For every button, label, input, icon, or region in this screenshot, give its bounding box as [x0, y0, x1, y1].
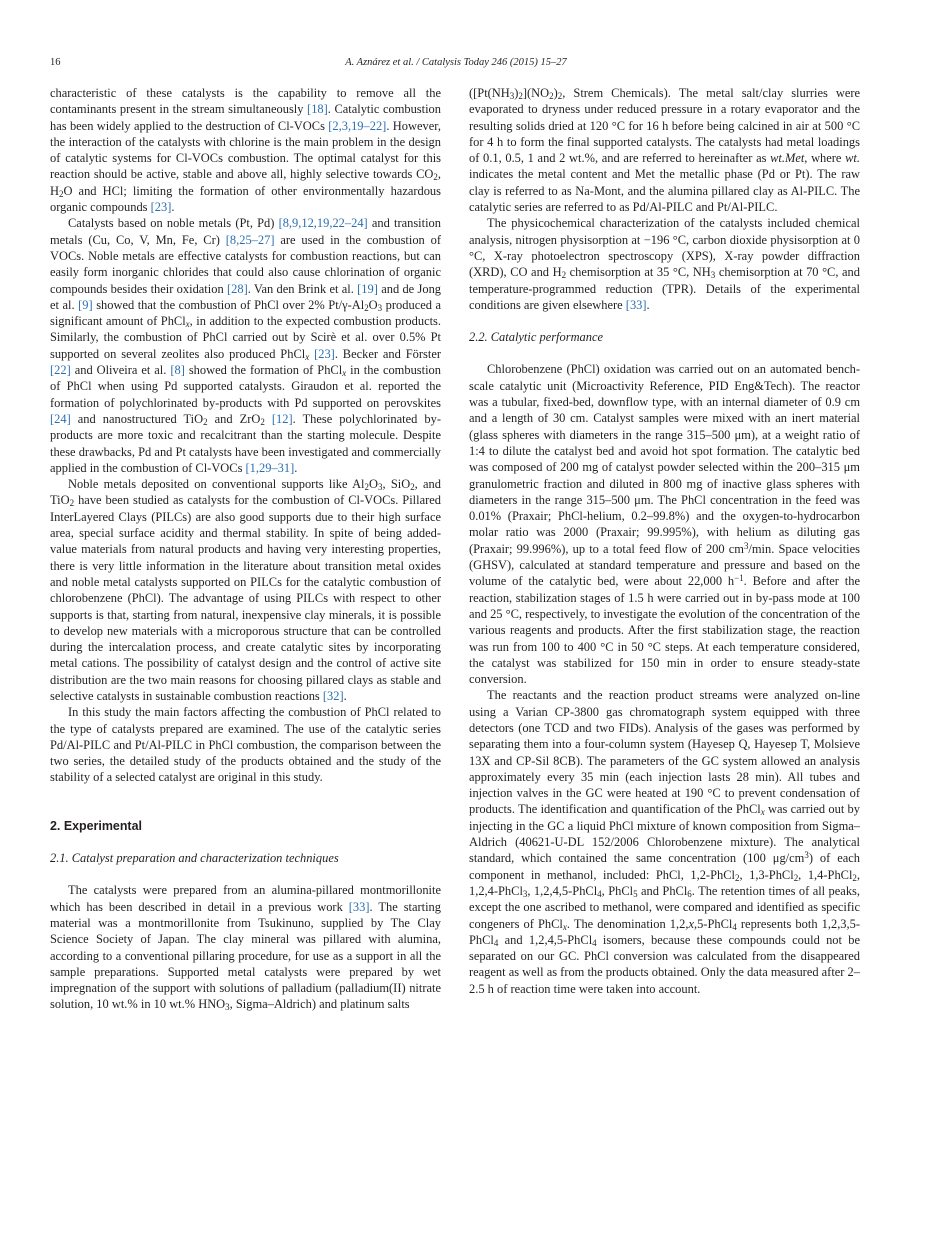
citation-link[interactable]: [8,9,12,19,22–24]	[278, 216, 368, 231]
subsection-heading: 2.1. Catalyst preparation and characterization techniques	[50, 851, 339, 866]
paragraph: In this study the main factors affecting the combustion of PhCl related to the type of catalysts prepared are examined. The use of the catalytic series Pd/Al-PILC and Pt/Al-PILC in PhCl combustion, the comparison between the two series, the detailed study of the products obtained and the study of the stability of a selected catalyst are original in this study.	[50, 705, 441, 785]
subsection-heading: 2.2. Catalytic performance	[469, 330, 604, 345]
spacer	[50, 866, 441, 882]
spacer	[469, 313, 860, 329]
running-head: A. Aznárez et al. / Catalysis Today 246 (2015) 15–27	[345, 57, 567, 68]
citation-link[interactable]: [1,29–31]	[245, 460, 295, 475]
paragraph: Catalysts based on noble metals (Pt, Pd) [8,9,12,19,22–24] and transition metals (Cu, Co, V, Mn, Fe, Cr) [8,25–27] are used in the combustion of VOCs. Noble metals are effective catalysts for combustion reactions, but can easily form inorganic chlorides that could also cause chlorination of organic compounds besides their oxidation [28]. Van den Brink et al. [19] and de Jong et al. [9] showed that the combustion of PhCl over 2% $Pt/\gamma-Al_2O_3$ produced a significant amount of PhCl$_x$, in addition to the expected combustion products. Similarly, the combustion of PhCl carried out by Scirè et al. over 0.5% Pt supported on several zeolites also produced PhCl$_x$ [23]. Becker and Förster [22] and Oliveira et al. [8] showed the formation of PhCl$_x$ in the combustion of PhCl when using Pd supported catalysts. Giraudon et al. reported the formation of polychlorinated by-products with Pd supported on perovskites [24] and nanostructured TiO$_2$ and ZrO$_2$ [12]. These polychlorinated by-products are more toxic and recalcitrant than the starting molecule. Despite these drawbacks, Pd and Pt catalysts have been investigated and commercially applied in the combustion of Cl-VOCs [1,29–31].	[50, 216, 442, 475]
citation-link[interactable]: [19]	[357, 281, 378, 296]
spacer	[469, 345, 860, 361]
citation-link[interactable]: [8,25–27]	[225, 232, 275, 247]
page-header	[50, 55, 862, 71]
citation-link[interactable]: [2,3,19–22]	[328, 118, 387, 133]
paragraph: Noble metals deposited on conventional supports like $Al_2O_3$, SiO$_2$, and TiO$_2$ have been studied as catalysts for the combustion of Cl-VOCs. Pillared InterLayered Clays (PILCs) are also good supports due to their high surface area, special surface acidity and thermal stability. In spite of being added-value materials from natural products and having very interesting properties, there is very little information in the literature about transition metal oxides and noble metal catalysts supported on PILCs for the catalytic combustion of chlorobenzene (PhCl). The advantage of using PILCs with respect to other supports is that, starting from natural, inexpensive clay minerals, it is possible to develop new materials with a microporous structure that can be controlled during the intercalation process, and create catalytic sites by incorporating metal cations. The possibility of catalyst design and the control of active site distribution are the two main reasons for choosing pillared clays as stable and selective catalysts in sustainable combustion reactions [32].	[50, 477, 441, 703]
citation-link[interactable]: [32]	[322, 688, 344, 703]
paragraph: The physicochemical characterization of the catalysts included chemical analysis, nitrogen physisorption at −196 °C, carbon dioxide physisorption at 0 °C, X-ray photoelectron spectroscopy (XPS), X-ray powder diffraction (XRD), CO and $H_2$ chemisorption at 35 °C, $NH_3$ chemisorption at 70 °C, and temperature-programmed reduction (TPR). Details of the experimental conditions are given elsewhere [33].	[469, 216, 860, 312]
citation-link[interactable]: [12]	[271, 411, 293, 426]
page-number: 16	[50, 57, 61, 68]
citation-link[interactable]: [23]	[314, 346, 335, 361]
section-heading: 2. Experimental	[50, 818, 142, 833]
citation-link[interactable]: [22]	[50, 363, 71, 378]
paragraph: ($[Pt(NH_3)_2](NO_2)_2$, Strem Chemicals). The metal salt/clay slurries were evaporated to dryness under reduced pressure in a rotary evaporator and the resulting solids dried at 120 °C for 16 h before being calcined in air at 500 °C for 4 h to form the final supported catalysts. The catalysts had metal loadings of 0.1, 0.5, 1 and 2 wt.%, and are referred to hereinafter as wt.Met, where wt. indicates the metal content and Met the metallic phase (Pd or Pt). The raw clay is referred to as Na-Mont, and the alumina pillared clay as Al-PILC. The catalytic series are referred to as Pd/Al-PILC and Pt/Al-PILC.	[469, 86, 860, 215]
citation-link[interactable]: [28]	[226, 281, 248, 296]
citation-link[interactable]: [33]	[625, 297, 647, 312]
left-column	[50, 85, 441, 1013]
citation-link[interactable]: [23]	[150, 200, 172, 215]
paragraph: characteristic of these catalysts is the capability to remove all the contaminants present in the stream simultaneously [18]. Catalytic combustion has been widely applied to the destruction of Cl-VOCs [2,3,19–22]. However, the interaction of the catalysts with chlorine is the main problem in the design of catalytic systems for Cl-VOCs combustion. The optimal catalyst for this reaction should be active, stable and above all, highly selective towards $CO_2$, $H_2O$ and HCl; limiting the formation of other environmentally hazardous organic compounds [23].	[50, 86, 441, 215]
citation-link[interactable]: [8]	[170, 363, 185, 378]
paragraph: The catalysts were prepared from an alumina-pillared montmorillonite which has been described in detail in a previous work [33]. The starting material was a montmorillonite from Tsukinuno, supplied by The Clay Science Society of Japan. The clay mineral was pillared with alumina, according to a conventional pillaring procedure, for use as a support in all the sample preparations. Supported metal catalysts were prepared by wet impregnation of the support with solutions of palladium (palladium(II) nitrate solution, 10 wt.% in 10 wt.% $HNO_3$, Sigma–Aldrich) and platinum salts	[50, 883, 441, 1013]
right-column	[469, 85, 860, 997]
citation-link[interactable]: [9]	[78, 297, 93, 312]
spacer	[50, 834, 441, 850]
paragraph: The reactants and the reaction product streams were analyzed on-line using a Varian CP-3800 gas chromatograph system equipped with three detectors (one TCD and two FIDs). Analysis of the gases was performed by separating them into a four-column system (Hayesep Q, Hayesep T, Molsieve 13X and CP-Sil 8CB). The parameters of the GC system allowed an analysis approximately every 35 min (each injection lasts 28 min). All tubes and injection valves in the GC were heated at 190 °C to prevent condensation of products. The identification and quantification of the PhCl$_x$ was carried out by injecting in the GC a liquid PhCl mixture of known composition from Sigma–Aldrich (40621-U-DL 152/2006 Chlorobenzene mixture). The analytical standard, which contained the same concentration (100 $\mu g/cm^3$) of each component in methanol, included: PhCl, 1,2-PhCl$_2$, 1,3-PhCl$_2$, 1,4-PhCl$_2$, 1,2,4-PhCl$_3$, 1,2,4,5-PhCl$_4$, PhCl$_5$ and PhCl$_6$. The retention times of all peaks, except the one ascribed to methanol, were compared and identified as specific congeners of PhCl$_x$. The denomination 1,2,x,5-PhCl$_4$ represents both 1,2,3,5-PhCl$_4$ and 1,2,4,5-PhCl$_4$ isomers, because these compounds could not be separated on our GC. PhCl conversion was calculated from the disappeared reagent as well as from the products obtained. Only the data measured after 2–2.5 h of reaction time were taken into account.	[469, 688, 861, 996]
paragraph: Chlorobenzene (PhCl) oxidation was carried out on an automated bench-scale catalytic unit (Microactivity Reference, PID Eng&Tech). The reactor was a tubular, fixed-bed, downflow type, with an internal diameter of 0.9 cm and a length of 30 cm. Catalyst samples were mixed with an inert material (glass spheres with diameters in the range 315–500 μm), at a weight ratio of 1:4 to dilute the catalyst bed and avoid hot spot formation. The catalytic bed was composed of 200 mg of catalyst powder selected within the 200–315 μm granulometric fraction and diluted in 800 mg of inactive glass spheres with diameters in the range 315–500 μm. The PhCl concentration in the feed was 0.01% (Praxair; PhCl-helium, 0.2–99.8%) and the oxygen-to-hydrocarbon molar ratio was 2000 (Praxair; 99.995%), with helium as diluting gas (Praxair; 99.996%), up to a total feed flow of 200 $cm^3/\min$. Space velocities (GHSV), calculated at standard temperature and pressure and based on the volume of the catalytic bed, were about 22,000 $h^{-1}$. Before and after the reaction, stabilization stages of 1.5 h were carried out in by-pass mode at 100 and 25 °C, respectively, to investigate the evolution of the concentration of the various reagents and products. After the first stabilization stage, the reaction was run from 100 to 400 °C in 50 °C steps. At each temperature considered, the catalyst was stabilized for 150 min in order to ensure steady-state conversion.	[469, 362, 860, 687]
spacer	[50, 786, 441, 818]
citation-link[interactable]: [24]	[50, 411, 71, 426]
citation-link[interactable]: [18]	[307, 102, 328, 117]
citation-link[interactable]: [33]	[348, 899, 370, 914]
